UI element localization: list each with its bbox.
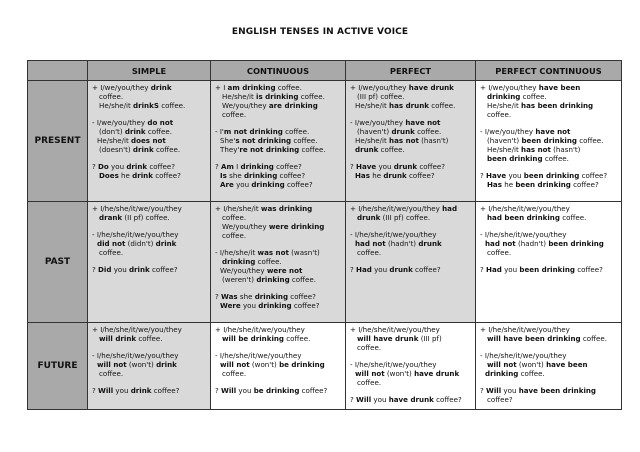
example-group: [215, 386, 341, 395]
example-group: [350, 360, 471, 387]
example-line: coffee.: [99, 369, 124, 378]
example-line: + I/he/she/it/we/you/they: [215, 325, 305, 334]
example-line: - I/he/she/it/we/you/they: [350, 360, 437, 369]
example-line: coffee.: [357, 248, 382, 257]
example-line: coffee?: [487, 395, 513, 404]
example-line: Does he drink coffee?: [99, 171, 181, 180]
example-line: coffee.: [99, 92, 124, 101]
example-line: - I/he/she/it/we/you/they: [350, 230, 437, 239]
example-line: ? Will you drink coffee?: [92, 386, 180, 395]
example-group: [350, 162, 471, 180]
example-line: - I'm not drinking coffee.: [215, 127, 310, 136]
example-group: [350, 265, 471, 274]
example-group: [480, 171, 617, 189]
tenses-table: [27, 60, 622, 410]
example-group: [215, 162, 341, 189]
example-group: [480, 265, 617, 274]
example-line: coffee.: [222, 110, 247, 119]
example-line: will not (won't) be drinking: [220, 360, 325, 369]
example-line: He/she/it drinkS coffee.: [99, 101, 186, 110]
cell-future-perfect: [346, 323, 476, 410]
example-line: (III pf) coffee.: [357, 92, 405, 101]
example-line: + I/he/she/it/we/you/they: [92, 325, 182, 334]
example-line: drinking coffee.: [222, 257, 282, 266]
cell-present-perfect: [346, 81, 476, 202]
example-group: [215, 127, 341, 154]
example-line: Were you drinking coffee?: [220, 301, 320, 310]
example-line: Has he drunk coffee?: [355, 171, 435, 180]
example-line: He/she/it has drunk coffee.: [355, 101, 456, 110]
example-line: - I/we/you/they do not: [92, 118, 174, 127]
header-corner: [28, 61, 88, 81]
example-group: [92, 162, 206, 180]
example-group: [215, 325, 341, 343]
example-line: We/you/they are drinking: [222, 101, 318, 110]
cell-present-perfect-continuous: [476, 81, 622, 202]
example-group: [350, 83, 471, 110]
example-line: (weren't) drinking coffee.: [222, 275, 317, 284]
example-group: [92, 204, 206, 222]
example-line: + I/we/you/they have been: [480, 83, 581, 92]
row-future: [28, 323, 622, 410]
example-line: + I am drinking coffee.: [215, 83, 302, 92]
example-group: [480, 386, 617, 404]
example-line: coffee.: [222, 369, 247, 378]
example-group: [480, 325, 617, 343]
example-line: He/she/it has been drinking: [487, 101, 594, 110]
example-line: ? Will you be drinking coffee?: [215, 386, 328, 395]
example-line: ? Will you have drunk coffee?: [350, 395, 462, 404]
example-line: - I/he/she/it/we/you/they: [92, 230, 179, 239]
example-line: + I/we/you/they have drunk: [350, 83, 454, 92]
example-group: [350, 395, 471, 404]
example-line: He/she/it does not: [97, 136, 166, 145]
example-line: (haven't) been drinking coffee.: [487, 136, 604, 145]
row-label-present: PRESENT: [28, 81, 88, 202]
example-group: [92, 351, 206, 378]
example-line: They're not drinking coffee.: [220, 145, 326, 154]
example-line: will have been drinking coffee.: [487, 334, 607, 343]
example-line: ? Had you drunk coffee?: [350, 265, 441, 274]
example-line: coffee.: [222, 213, 247, 222]
example-line: will have drunk (III pf): [357, 334, 442, 343]
example-group: [215, 204, 341, 240]
example-line: - I/he/she/it/we/you/they: [480, 351, 567, 360]
example-line: drunk (III pf) coffee.: [357, 213, 431, 222]
example-group: [215, 292, 341, 310]
example-line: drunk coffee.: [355, 145, 405, 154]
example-line: + I/he/she/it/we/you/they: [480, 204, 570, 213]
example-line: - I/we/you/they have not: [480, 127, 571, 136]
example-line: drinking coffee.: [487, 92, 547, 101]
example-group: [480, 351, 617, 378]
example-line: will be drinking coffee.: [222, 334, 311, 343]
example-line: will not (won't) have been: [487, 360, 588, 369]
example-line: (don't) drink coffee.: [99, 127, 173, 136]
example-line: ? Had you been drinking coffee?: [480, 265, 603, 274]
example-group: [350, 118, 471, 154]
example-line: ? Do you drink coffee?: [92, 162, 176, 171]
example-line: We/you/they were drinking: [222, 222, 325, 231]
example-group: [350, 325, 471, 352]
example-line: He/she/it is drinking coffee.: [222, 92, 325, 101]
example-group: [92, 386, 206, 395]
row-label-past: PAST: [28, 202, 88, 323]
header-simple: SIMPLE: [88, 61, 211, 81]
cell-future-continuous: [211, 323, 346, 410]
example-line: He/she/it has not (hasn't): [487, 145, 581, 154]
cell-past-continuous: [211, 202, 346, 323]
page-title: ENGLISH TENSES IN ACTIVE VOICE: [231, 27, 409, 37]
example-line: + I/he/she/it/we/you/they: [480, 325, 570, 334]
example-group: [480, 83, 617, 119]
example-line: - I/he/she/it/we/you/they: [92, 351, 179, 360]
example-line: (haven't) drunk coffee.: [357, 127, 442, 136]
example-line: - I/we/you/they have not: [350, 118, 441, 127]
example-line: She's not drinking coffee.: [220, 136, 318, 145]
example-line: + I/he/she/it/we/you/they had: [350, 204, 458, 213]
example-line: ? Have you been drinking coffee?: [480, 171, 608, 180]
example-line: coffee.: [357, 378, 382, 387]
example-line: been drinking coffee.: [487, 154, 569, 163]
example-line: We/you/they were not: [220, 266, 303, 275]
example-line: + I/he/she/it was drinking: [215, 204, 313, 213]
header-perfect-continuous: PERFECT CONTINUOUS: [476, 61, 622, 81]
example-line: had been drinking coffee.: [487, 213, 587, 222]
cell-past-simple: [88, 202, 211, 323]
example-line: had not (hadn't) drunk: [355, 239, 442, 248]
example-line: coffee.: [487, 110, 512, 119]
example-group: [480, 127, 617, 163]
example-group: [92, 265, 206, 274]
example-line: Are you drinking coffee?: [220, 180, 313, 189]
example-group: [92, 230, 206, 257]
cell-past-perfect: [346, 202, 476, 323]
example-line: He/she/it has not (hasn't): [355, 136, 449, 145]
header-row: [28, 61, 622, 81]
row-past: [28, 202, 622, 323]
cell-past-perfect-continuous: [476, 202, 622, 323]
cell-present-simple: [88, 81, 211, 202]
example-line: coffee.: [99, 248, 124, 257]
example-line: - I/he/she/it was not (wasn't): [215, 248, 320, 257]
example-line: + I/we/you/they drink: [92, 83, 172, 92]
row-label-future: FUTURE: [28, 323, 88, 410]
example-line: Is she drinking coffee?: [220, 171, 306, 180]
example-line: ? Did you drink coffee?: [92, 265, 178, 274]
example-line: - I/he/she/it/we/you/they: [215, 351, 302, 360]
example-line: ? Have you drunk coffee?: [350, 162, 446, 171]
header-perfect: PERFECT: [346, 61, 476, 81]
example-line: (doesn't) drink coffee.: [99, 145, 181, 154]
example-group: [215, 248, 341, 284]
example-line: + I/he/she/it/we/you/they: [92, 204, 182, 213]
example-line: ? Was she drinking coffee?: [215, 292, 316, 301]
example-line: will not (won't) drink: [97, 360, 177, 369]
example-line: coffee.: [357, 343, 382, 352]
example-line: drinking coffee.: [485, 369, 545, 378]
cell-future-simple: [88, 323, 211, 410]
example-line: will not (won't) have drunk: [355, 369, 460, 378]
example-line: drank (II pf) coffee.: [99, 213, 170, 222]
example-group: [215, 83, 341, 119]
example-group: [480, 204, 617, 222]
example-group: [92, 325, 206, 343]
example-line: coffee.: [222, 231, 247, 240]
example-group: [92, 118, 206, 154]
example-group: [350, 204, 471, 222]
example-line: did not (didn't) drink: [97, 239, 177, 248]
header-continuous: CONTINUOUS: [211, 61, 346, 81]
example-line: will drink coffee.: [99, 334, 163, 343]
example-line: coffee.: [487, 248, 512, 257]
example-group: [92, 83, 206, 110]
cell-future-perfect-continuous: [476, 323, 622, 410]
example-line: ? Am I drinking coffee?: [215, 162, 302, 171]
example-group: [350, 230, 471, 257]
example-group: [215, 351, 341, 378]
cell-present-continuous: [211, 81, 346, 202]
example-line: Has he been drinking coffee?: [487, 180, 599, 189]
row-present: [28, 81, 622, 202]
example-line: had not (hadn't) been drinking: [485, 239, 604, 248]
example-line: ? Will you have been drinking: [480, 386, 597, 395]
example-line: - I/he/she/it/we/you/they: [480, 230, 567, 239]
example-line: + I/he/she/it/we/you/they: [350, 325, 440, 334]
example-group: [480, 230, 617, 257]
